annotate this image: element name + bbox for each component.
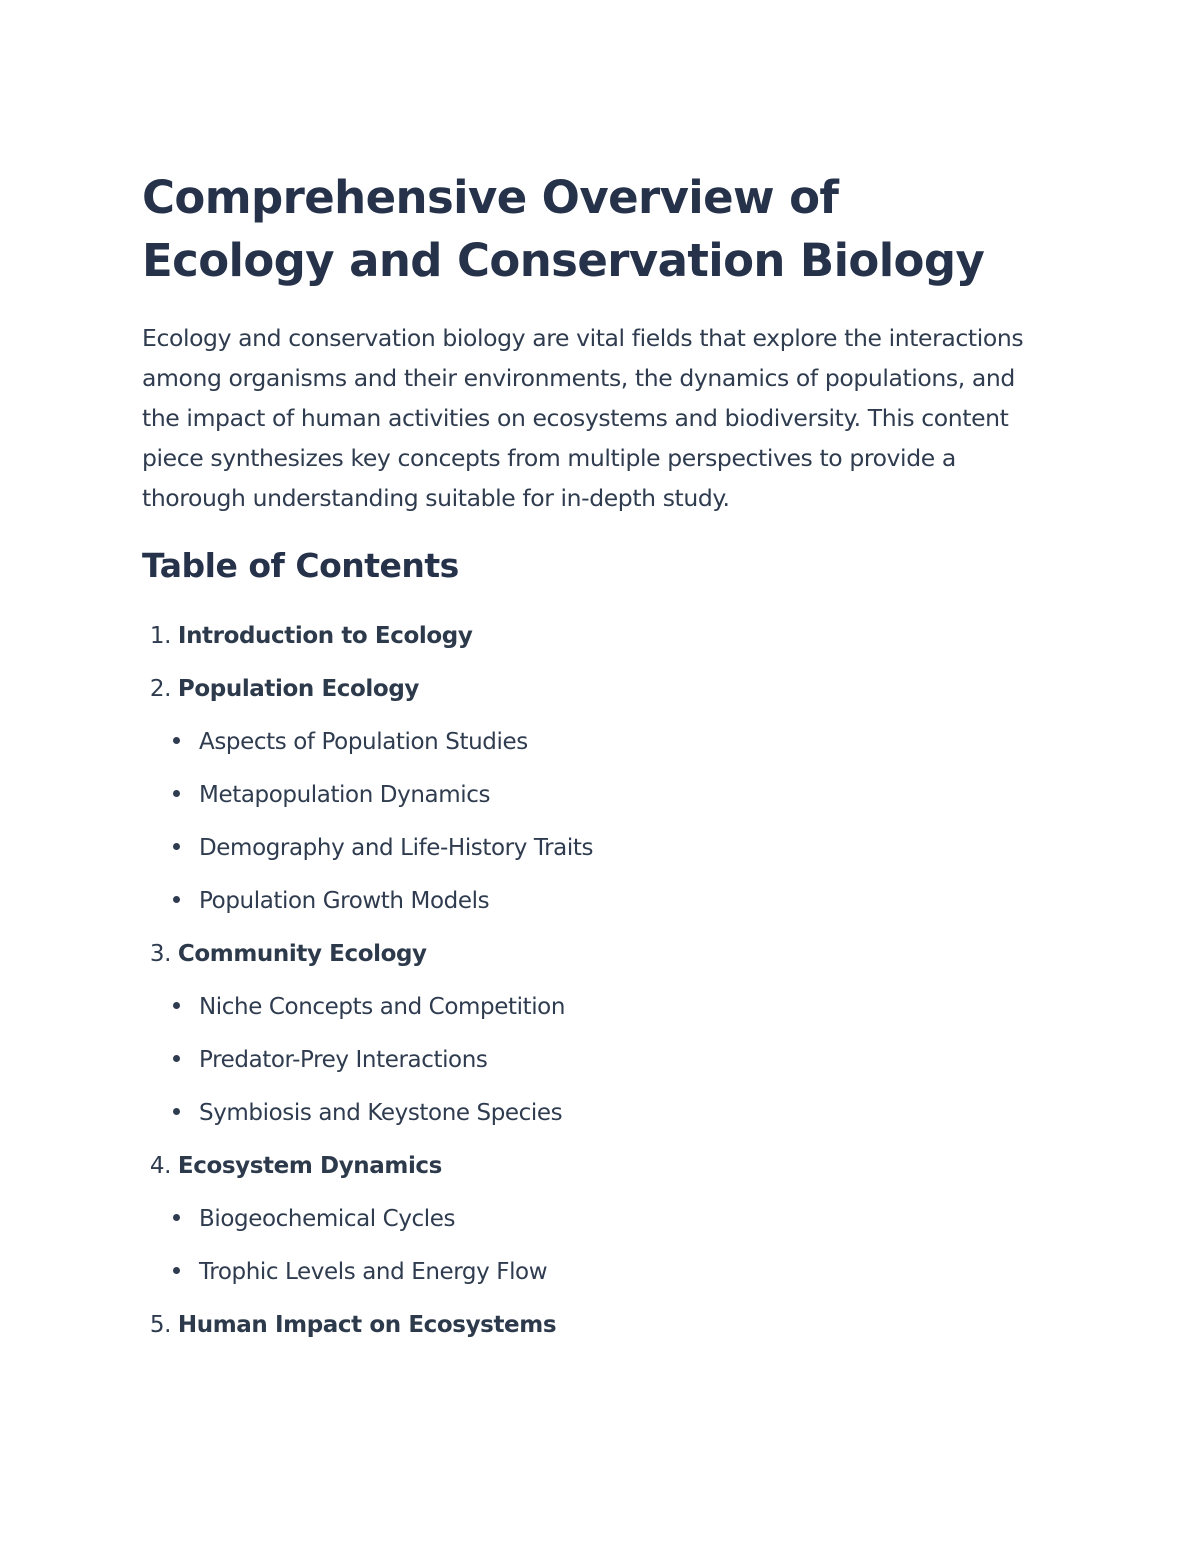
- toc-subitem[interactable]: [142, 716, 1042, 769]
- bullet-icon: [173, 1002, 180, 1009]
- toc-item: [142, 928, 1042, 1140]
- toc-item-number: 1.: [149, 623, 171, 649]
- toc-subitem-label: Demography and Life-History Traits: [199, 835, 594, 861]
- toc-item: [142, 1299, 1042, 1352]
- toc-subitem[interactable]: [142, 822, 1042, 875]
- toc-item-row[interactable]: [142, 663, 1042, 716]
- toc-subitem[interactable]: [142, 1193, 1042, 1246]
- toc-item-label: Population Ecology: [177, 676, 419, 702]
- toc-item-row[interactable]: [142, 1140, 1042, 1193]
- toc-item-number: 4.: [149, 1153, 171, 1179]
- toc-item: [142, 610, 1042, 663]
- toc-item-row[interactable]: [142, 928, 1042, 981]
- bullet-icon: [173, 737, 180, 744]
- toc-item: [142, 663, 1042, 928]
- toc-item-label: Ecosystem Dynamics: [177, 1153, 442, 1179]
- intro-paragraph: Ecology and conservation biology are vital fields that explore the interactions among organisms and their environments, the dynamics of populations, and the impact of human activities on ecosystems and biodiversity. This content piece synthesizes key concepts from multiple perspectives to provide a thorough understanding suitable for in-depth study.: [142, 324, 1024, 512]
- toc-sublist: [142, 981, 1042, 1140]
- bullet-icon: [173, 843, 180, 850]
- bullet-icon: [173, 1214, 180, 1221]
- toc-subitem-label: Aspects of Population Studies: [199, 729, 528, 755]
- toc-item-label: Community Ecology: [177, 941, 427, 967]
- toc-subitem-label: Symbiosis and Keystone Species: [199, 1100, 563, 1126]
- toc-item-number: 3.: [149, 941, 171, 967]
- toc-subitem-label: Niche Concepts and Competition: [199, 994, 566, 1020]
- toc-subitem[interactable]: [142, 981, 1042, 1034]
- document-title: Comprehensive Overview of Ecology and Conservation Biology: [142, 171, 985, 287]
- toc-sublist: [142, 1193, 1042, 1299]
- toc-subitem-label: Biogeochemical Cycles: [199, 1206, 456, 1232]
- table-of-contents: [142, 610, 1042, 1352]
- toc-subitem-label: Metapopulation Dynamics: [199, 782, 491, 808]
- toc-item-number: 2.: [149, 676, 171, 702]
- toc-subitem-label: Predator-Prey Interactions: [199, 1047, 488, 1073]
- toc-item: [142, 1140, 1042, 1299]
- toc-subitem[interactable]: [142, 1087, 1042, 1140]
- toc-sublist: [142, 716, 1042, 928]
- bullet-icon: [173, 1267, 180, 1274]
- toc-subitem[interactable]: [142, 769, 1042, 822]
- toc-subitem[interactable]: [142, 1034, 1042, 1087]
- toc-item-label: Introduction to Ecology: [177, 623, 473, 649]
- toc-item-row[interactable]: [142, 610, 1042, 663]
- bullet-icon: [173, 1055, 180, 1062]
- toc-item-row[interactable]: [142, 1299, 1042, 1352]
- toc-subitem-label: Trophic Levels and Energy Flow: [199, 1259, 548, 1285]
- toc-subitem[interactable]: [142, 875, 1042, 928]
- toc-item-number: 5.: [149, 1312, 171, 1338]
- toc-heading: Table of Contents: [142, 546, 459, 585]
- toc-subitem-label: Population Growth Models: [199, 888, 490, 914]
- toc-subitem[interactable]: [142, 1246, 1042, 1299]
- bullet-icon: [173, 1108, 180, 1115]
- toc-item-label: Human Impact on Ecosystems: [177, 1312, 557, 1338]
- bullet-icon: [173, 896, 180, 903]
- document-page: [142, 166, 1042, 1352]
- bullet-icon: [173, 790, 180, 797]
